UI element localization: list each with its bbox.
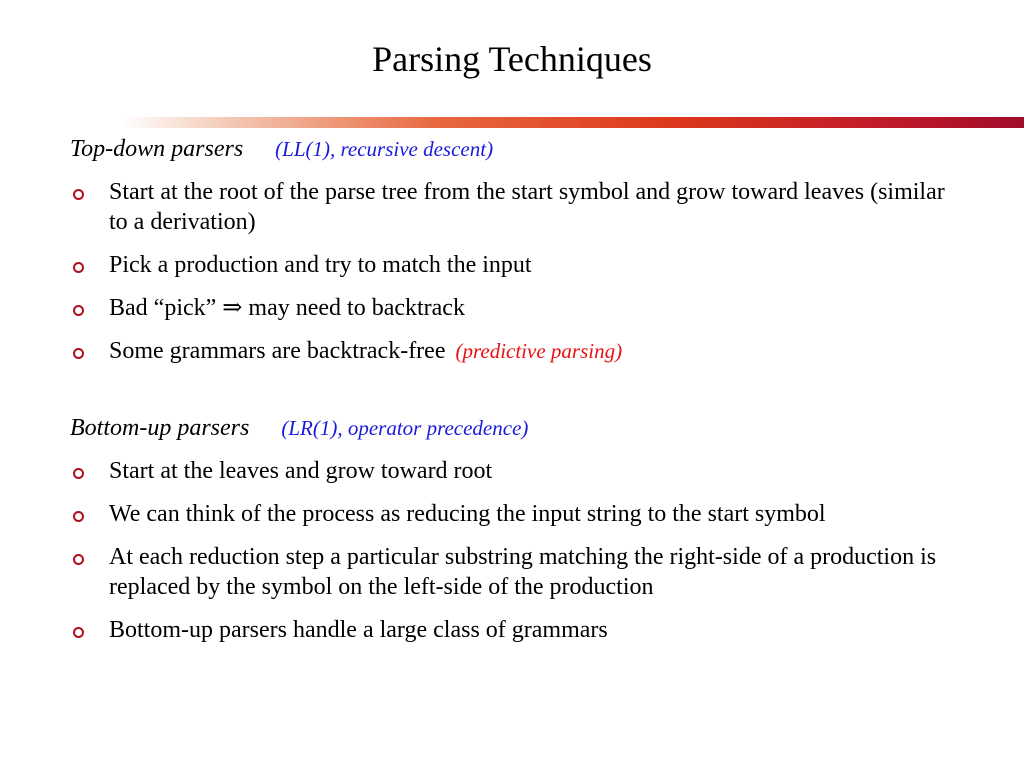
slide-title: Parsing Techniques [372,39,652,79]
bullet-text: Some grammars are backtrack-free [109,338,446,364]
bullet-item [70,177,950,237]
bullet-item [70,542,950,602]
section-heading-bottom-up [70,413,950,443]
bullet-aside-predictive: (predictive parsing) [455,339,623,363]
bullet-text: Bottom-up parsers handle a large class of grammars [109,617,608,643]
section-heading-aside: (LL(1), recursive descent) [275,137,494,161]
bullet-item [70,250,950,280]
bullet-text: Start at the root of the parse tree from the start symbol and grow toward leaves (similar to a derivation) [109,179,945,235]
bullet-text: Bad “pick” ⇒ may need to backtrack [109,295,465,321]
hollow-circle-bullet-icon [73,189,84,200]
slide-content [70,134,950,645]
bullet-item [70,499,950,529]
title-underline-rule [121,117,1024,128]
hollow-circle-bullet-icon [73,554,84,565]
bullet-item [70,615,950,645]
section-spacer [70,366,950,413]
section-heading-aside: (LR(1), operator precedence) [281,416,529,440]
bullet-text: Start at the leaves and grow toward root [109,458,493,484]
bullet-text: We can think of the process as reducing the input string to the start symbol [109,501,826,527]
bullet-item [70,293,950,323]
hollow-circle-bullet-icon [73,468,84,479]
hollow-circle-bullet-icon [73,348,84,359]
bullet-item [70,336,950,366]
hollow-circle-bullet-icon [73,305,84,316]
hollow-circle-bullet-icon [73,262,84,273]
section-heading-text: Bottom-up parsers [70,415,250,441]
section-heading-top-down [70,134,950,164]
section-heading-text: Top-down parsers [70,136,244,162]
hollow-circle-bullet-icon [73,511,84,522]
bullet-text: Pick a production and try to match the input [109,252,532,278]
bullet-item [70,456,950,486]
hollow-circle-bullet-icon [73,627,84,638]
bullet-text: At each reduction step a particular substring matching the right-side of a production is replaced by the symbol on the left-side of the production [109,544,937,600]
